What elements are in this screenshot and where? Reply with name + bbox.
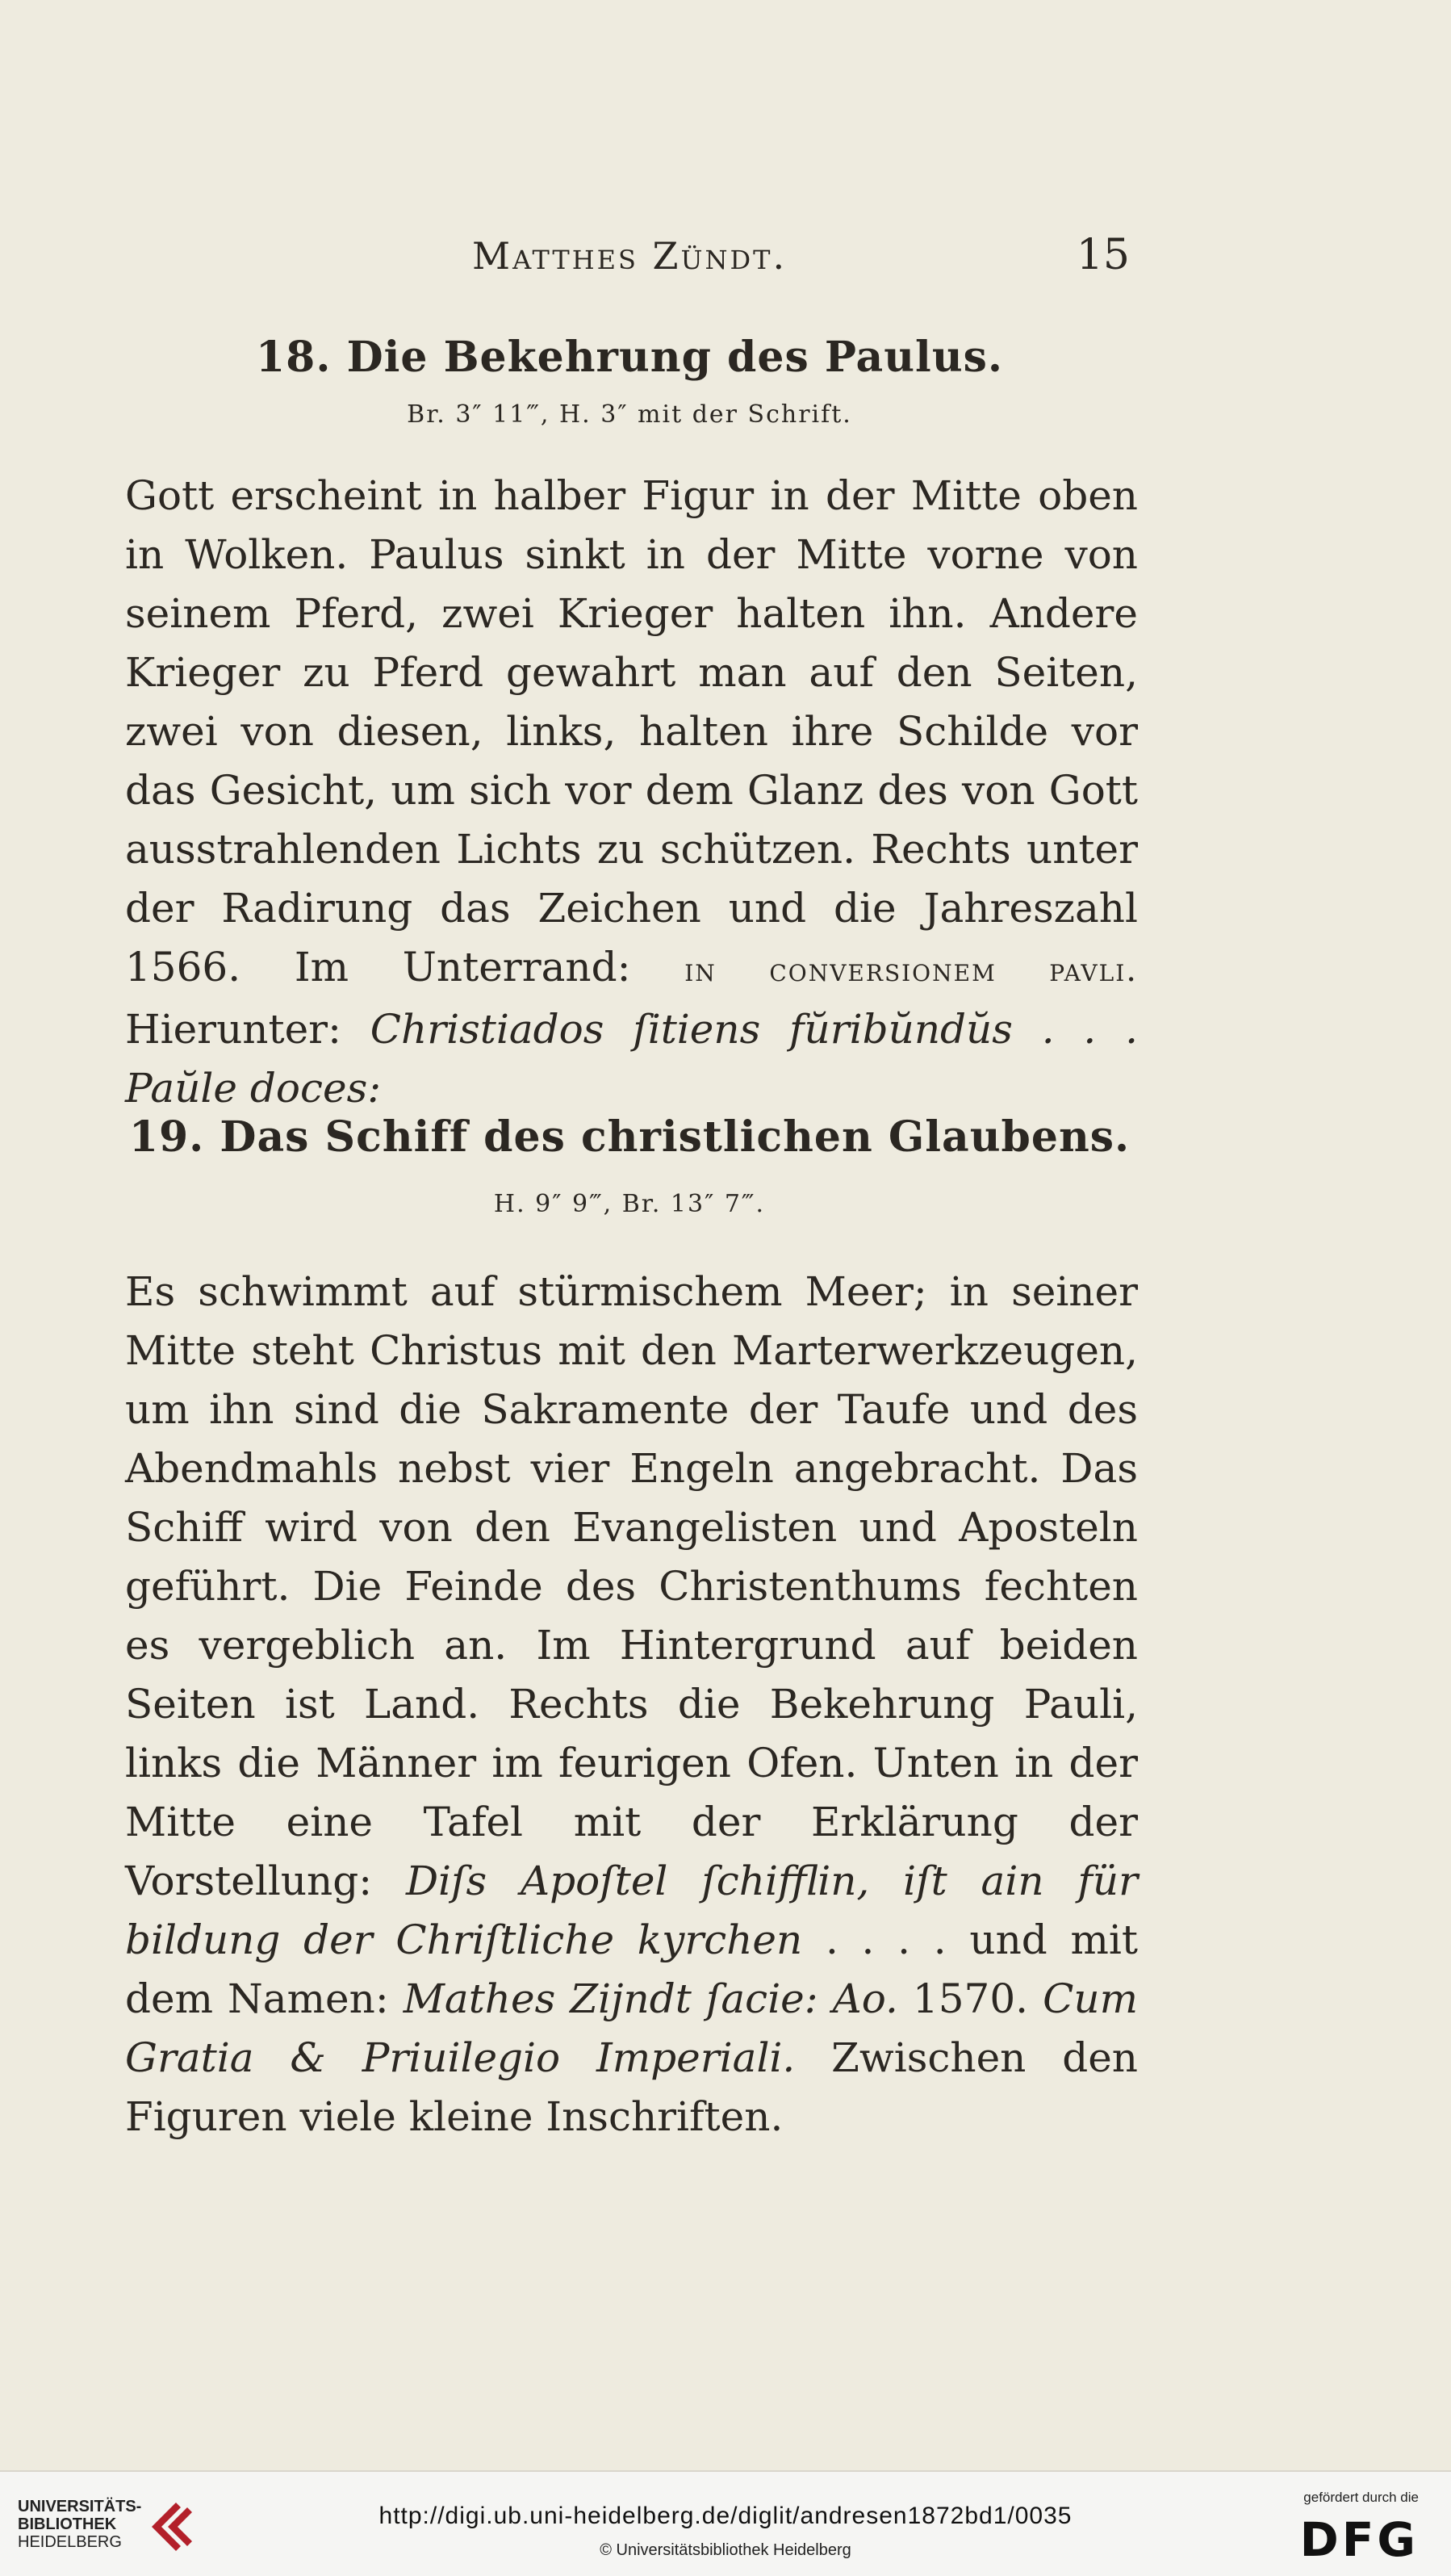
section-19-title: 19. Das Schiff des christlichen Glaubens.: [128, 1112, 1131, 1162]
copyright-notice: © Universitätsbibliothek Heidelberg: [600, 2541, 851, 2559]
viewer-footer: [0, 2470, 1451, 2576]
section-19-body: [125, 1263, 1138, 2147]
section-18-text: Gott erscheint in halber Figur in der Mitte oben in Wolken. Paulus sinkt in der Mitte vorne von seinem Pferd, zwei Krieger halten ihn. Andere Krieger zu Pferd gewahrt man auf den Seiten, zwei von diesen, links, halten ihre Schilde vor das Gesicht, um sich vor dem Glanz des von Gott ausstrahlenden Lichts zu schützen. Rechts unter der Radirung das Zeichen und die Jahreszahl 1566. Im Unterrand:: [125, 472, 1138, 991]
running-title: Matthes Zündt.: [472, 234, 788, 278]
section-18-dimensions: Br. 3″ 11‴, H. 3″ mit der Schrift.: [407, 400, 852, 429]
section-18-inscription: in conversionem pavli.: [684, 952, 1138, 989]
section-18-text-2: Hierunter:: [125, 1006, 370, 1053]
funding-note: gefördert durch die: [1303, 2490, 1419, 2505]
section-19-privilege: Cum Gratia & Priuilegio Imperiali.: [125, 1975, 1138, 2081]
running-header: [121, 231, 1130, 291]
section-18-body: [125, 467, 1138, 1118]
section-19-text-2: . . . . und mit dem Namen:: [125, 1916, 1139, 2022]
section-19-text-4: Zwischen den Figuren viele kleine Inschriften.: [125, 2034, 1138, 2140]
section-19-inscription: Diſs Apoſtel ſchifflin, iſt ain für bildung der Chriſtliche kyrchen: [125, 1858, 1138, 1963]
permalink-url[interactable]: http://digi.ub.uni-heidelberg.de/diglit/andresen1872bd1/0035: [378, 2503, 1073, 2529]
page-number: 15: [1076, 231, 1130, 279]
section-18-quote: Christiados ſitiens fŭribŭndŭs . . . Paŭle doces:: [125, 1006, 1138, 1112]
library-line-3: HEIDELBERG: [18, 2533, 122, 2551]
section-19-text: Es schwimmt auf stürmischem Meer; in seiner Mitte steht Christus mit den Marterwerkzeugen, um ihn sind die Sakramente der Taufe und des Abendmahls nebst vier Engeln angebracht. Das Schiff wird von den Evangelisten und Aposteln geführt. Die Feinde des Christenthums fechten es vergeblich an. Im Hintergrund auf beiden Seiten ist Land. Rechts die Bekehrung Pauli, links die Männer im feurigen Ofen. Unten in der Mitte eine Tafel mit der Erklärung der Vorstellung:: [125, 1268, 1138, 1904]
library-line-2: BIBLIOTHEK: [18, 2515, 117, 2533]
section-19-year: 1570.: [897, 1975, 1043, 2022]
dfg-logo: DFG: [1299, 2512, 1419, 2567]
section-18-title: 18. Die Bekehrung des Paulus.: [256, 333, 1003, 382]
section-19-artist-name: Mathes Zijndt ſacie: Ao.: [403, 1975, 898, 2022]
library-line-1: UNIVERSITÄTS-: [18, 2498, 142, 2515]
section-19-dimensions: H. 9″ 9‴, Br. 13″ 7‴.: [493, 1190, 766, 1218]
